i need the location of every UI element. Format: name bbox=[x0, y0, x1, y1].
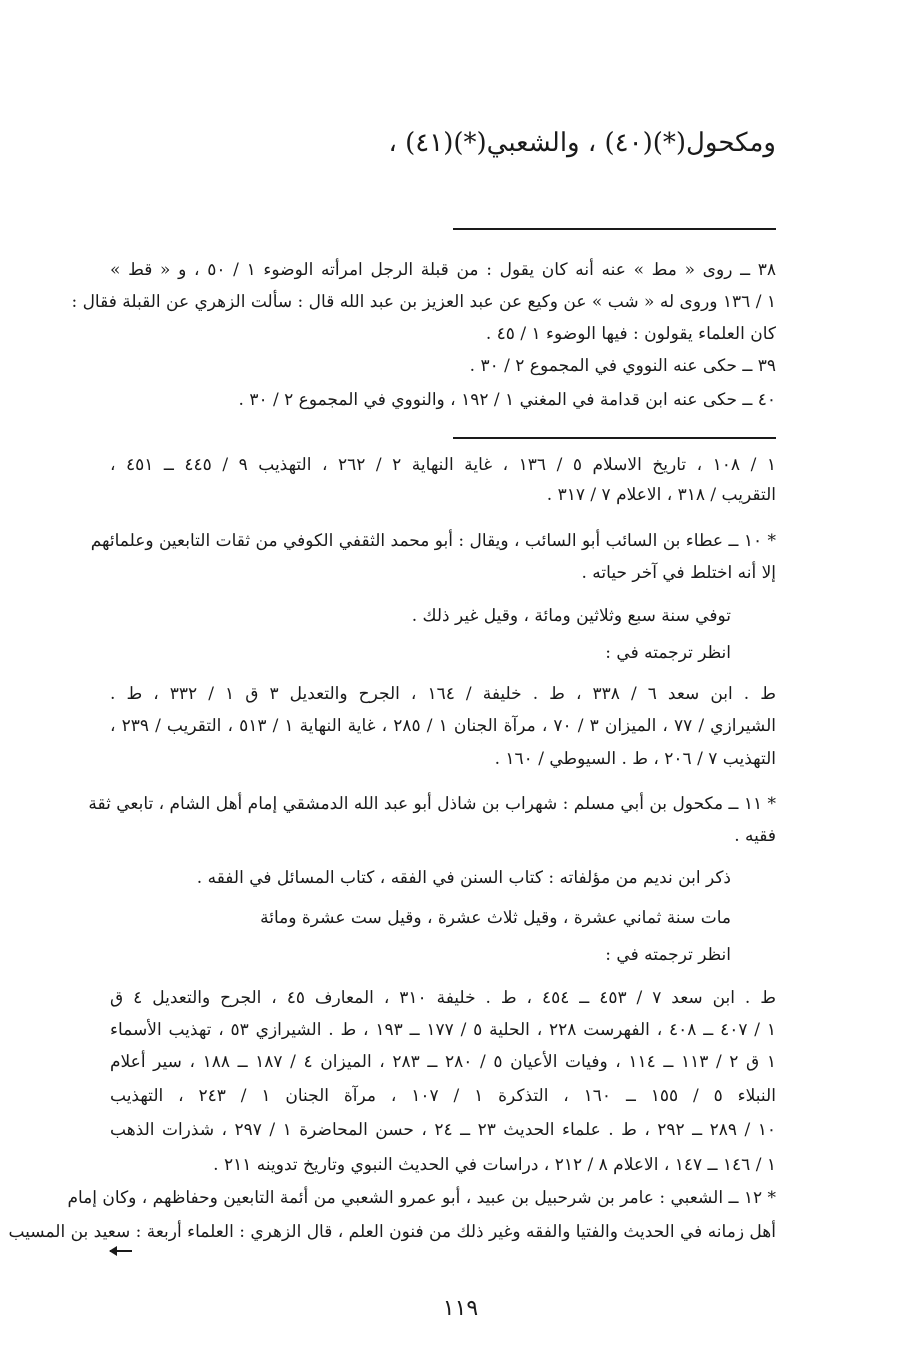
bio-line: ١ / ١٠٨ ، تاريخ الاسلام ٥ / ١٣٦ ، غاية النهاية ٢ / ٢٦٢ ، التهذيب ٩ / ٤٤٥ ــ ٤٥١ ، bbox=[110, 455, 776, 475]
bio-line: * ١٢ ــ الشعبي : عامر بن شرحبيل بن عبيد ، أبو عمرو الشعبي من أئمة التابعين وحفاظهم ، وكان إمام bbox=[67, 1188, 776, 1208]
bio-line: ١ ق ٢ / ١١٣ ــ ١١٤ ، وفيات الأعيان ٥ / ٢٨٠ ــ ٢٨٣ ، الميزان ٤ / ١٨٧ ــ ١٨٨ ، سير أعلام bbox=[110, 1052, 776, 1072]
bio-line: ١٠ / ٢٨٩ ــ ٢٩٢ ، ط . علماء الحديث ٢٣ ــ ٢٤ ، حسن المحاضرة ١ / ٢٩٧ ، شذرات الذهب bbox=[110, 1120, 776, 1140]
bio-line: * ١١ ــ مكحول بن أبي مسلم : شهراب بن شاذل أبو عبد الله الدمشقي إمام أهل الشام ، تابعي ثقة bbox=[88, 794, 776, 814]
bio-line: النبلاء ٥ / ١٥٥ ــ ١٦٠ ، التذكرة ١ / ١٠٧ ، مرآة الجنان ١ / ٢٤٣ ، التهذيب bbox=[110, 1086, 776, 1106]
bio-line: ١ / ١٤٦ ــ ١٤٧ ، الاعلام ٨ / ٢١٢ ، دراسات في الحديث النبوي وتاريخ تدوينه ٢١١ . bbox=[213, 1155, 776, 1175]
footnote-line: ٣٩ ــ حكى عنه النووي في المجموع ٢ / ٣٠ . bbox=[469, 356, 776, 376]
bio-line: ط . ابن سعد ٦ / ٣٣٨ ، ط . خليفة / ١٦٤ ، الجرح والتعديل ٣ ق ١ / ٣٣٢ ، ط . bbox=[110, 684, 776, 704]
footnote-line: ٤٠ ــ حكى عنه ابن قدامة في المغني ١ / ١٩٢ ، والنووي في المجموع ٢ / ٣٠ . bbox=[238, 390, 776, 410]
main-text-heading: ومكحول(*)(٤٠) ، والشعبي(*)(٤١) ، bbox=[388, 128, 776, 158]
bio-line: فقيه . bbox=[734, 826, 776, 846]
bio-line: أهل زمانه في الحديث والفتيا والفقه وغير ذلك من فنون العلم ، قال الزهري : العلماء أربعة : سعيد بن المسيب bbox=[8, 1222, 776, 1242]
page-number: ١١٩ bbox=[442, 1296, 479, 1321]
bio-line: انظر ترجمته في : bbox=[605, 643, 731, 663]
footnote-separator bbox=[453, 228, 776, 230]
bio-line: مات سنة ثماني عشرة ، وقيل ثلاث عشرة ، وقيل ست عشرة ومائة bbox=[260, 908, 731, 928]
bio-separator bbox=[453, 437, 776, 439]
bio-line: ١ / ٤٠٧ ــ ٤٠٨ ، الفهرست ٢٢٨ ، الحلية ٥ / ١٧٧ ــ ١٩٣ ، ط . الشيرازي ٥٣ ، تهذيب الأسماء bbox=[110, 1020, 776, 1040]
bio-line: * ١٠ ــ عطاء بن السائب أبو السائب ، ويقال : أبو محمد الثقفي الكوفي من ثقات التابعين وعلمائهم bbox=[90, 531, 776, 551]
footnote-line: ١ / ١٣٦ وروى له « شب » عن وكيع عن عبد العزيز بن عبد الله قال : سألت الزهري عن القبلة فقال : bbox=[71, 292, 776, 312]
continuation-arrow-icon bbox=[110, 1250, 132, 1252]
bio-line: توفي سنة سبع وثلاثين ومائة ، وقيل غير ذلك . bbox=[411, 606, 731, 626]
bio-line: التقريب / ٣١٨ ، الاعلام ٧ / ٣١٧ . bbox=[546, 485, 776, 505]
bio-line: التهذيب ٧ / ٢٠٦ ، ط . السيوطي / ١٦٠ . bbox=[494, 749, 776, 769]
bio-line: انظر ترجمته في : bbox=[605, 945, 731, 965]
bio-line: إلا أنه اختلط في آخر حياته . bbox=[581, 563, 776, 583]
footnote-line: كان العلماء يقولون : فيها الوضوء ١ / ٤٥ . bbox=[485, 324, 776, 344]
footnote-line: ٣٨ ــ روى « مط » عنه أنه كان يقول : من قبلة الرجل امرأته الوضوء ١ / ٥٠ ، و « قط » bbox=[110, 260, 776, 280]
bio-line: الشيرازي / ٧٧ ، الميزان ٣ / ٧٠ ، مرآة الجنان ١ / ٢٨٥ ، غاية النهاية ١ / ٥١٣ ، التقريب / ٢٣٩ ، bbox=[110, 716, 776, 736]
bio-line: ط . ابن سعد ٧ / ٤٥٣ ــ ٤٥٤ ، ط . خليفة ٣١٠ ، المعارف ٤٥ ، الجرح والتعديل ٤ ق bbox=[110, 988, 776, 1008]
bio-line: ذكر ابن نديم من مؤلفاته : كتاب السنن في الفقه ، كتاب المسائل في الفقه . bbox=[196, 868, 731, 888]
